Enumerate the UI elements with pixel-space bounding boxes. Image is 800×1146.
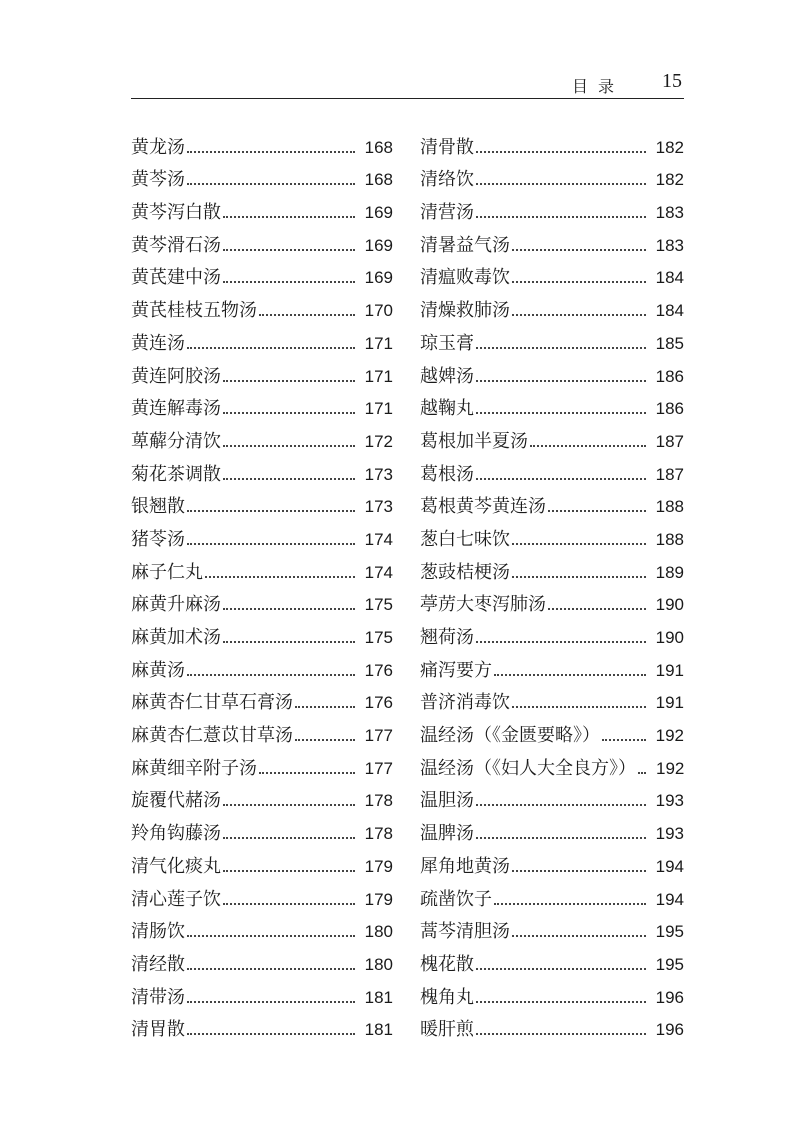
toc-entry[interactable] bbox=[420, 813, 684, 846]
dot-leader bbox=[476, 804, 646, 806]
toc-entry[interactable] bbox=[420, 323, 684, 356]
toc-entry[interactable] bbox=[420, 160, 684, 193]
toc-entry-page: 190 bbox=[655, 595, 684, 615]
toc-entry-page: 191 bbox=[655, 693, 684, 713]
dot-leader bbox=[205, 576, 355, 578]
toc-entry[interactable] bbox=[131, 683, 393, 716]
toc-entry-title: 翘荷汤 bbox=[420, 627, 474, 648]
toc-entry-page: 192 bbox=[655, 726, 684, 746]
toc-entry[interactable] bbox=[420, 879, 684, 912]
toc-entry-page: 190 bbox=[655, 628, 684, 647]
toc-entry-page: 187 bbox=[655, 431, 684, 451]
toc-entry-page: 188 bbox=[655, 529, 684, 549]
toc-entry-title: 菊花茶调散 bbox=[131, 463, 221, 485]
toc-entry-page: 194 bbox=[655, 856, 684, 876]
toc-entry[interactable] bbox=[131, 421, 393, 454]
toc-entry-page: 181 bbox=[364, 1020, 393, 1040]
toc-entry-title: 清肠饮 bbox=[131, 921, 185, 943]
toc-entry[interactable] bbox=[420, 748, 684, 781]
toc-entry[interactable] bbox=[420, 519, 684, 552]
toc-entry-page: 196 bbox=[655, 987, 684, 1007]
toc-entry-page: 184 bbox=[655, 268, 684, 288]
toc-entry-title: 普济消毒饮 bbox=[420, 692, 510, 714]
dot-leader bbox=[187, 1033, 355, 1035]
toc-entry-title: 葱豉桔梗汤 bbox=[420, 561, 510, 583]
toc-entry[interactable] bbox=[131, 192, 393, 225]
toc-entry-title: 麻黄汤 bbox=[131, 659, 185, 681]
toc-entry-title: 痛泻要方 bbox=[420, 659, 492, 681]
toc-entry[interactable] bbox=[420, 1010, 684, 1043]
toc-entry-page: 176 bbox=[364, 660, 393, 680]
dot-leader bbox=[494, 903, 646, 905]
dot-leader bbox=[187, 1001, 355, 1003]
dot-leader bbox=[512, 543, 646, 545]
toc-entry-title: 越鞠丸 bbox=[420, 398, 474, 420]
toc-entry-page: 178 bbox=[364, 791, 393, 811]
toc-entry[interactable] bbox=[131, 160, 393, 193]
toc-entry[interactable] bbox=[131, 1010, 393, 1043]
dot-leader bbox=[223, 641, 355, 643]
toc-entry-page: 172 bbox=[364, 431, 393, 451]
toc-entry-title: 猪苓汤 bbox=[131, 528, 185, 550]
toc-entry-title: 清气化痰丸 bbox=[131, 855, 221, 877]
toc-entry[interactable] bbox=[131, 585, 393, 618]
toc-entry-page: 189 bbox=[655, 562, 684, 582]
dot-leader bbox=[187, 510, 355, 512]
toc-entry-page: 195 bbox=[655, 922, 684, 942]
dot-leader bbox=[187, 543, 355, 545]
toc-entry-page: 180 bbox=[364, 922, 393, 942]
toc-entry[interactable] bbox=[131, 258, 393, 291]
toc-entry-title: 清瘟败毒饮 bbox=[420, 267, 510, 289]
toc-entry-page: 185 bbox=[655, 333, 684, 353]
toc-entry-title: 清络饮 bbox=[420, 169, 474, 191]
toc-entry[interactable] bbox=[131, 323, 393, 356]
toc-entry-title: 麻子仁丸 bbox=[131, 561, 203, 583]
toc-entry-page: 195 bbox=[655, 954, 684, 974]
toc-entry[interactable] bbox=[131, 290, 393, 323]
section-title: 目录 bbox=[571, 77, 624, 96]
toc-entry-page: 193 bbox=[655, 824, 684, 844]
toc-entry[interactable] bbox=[131, 813, 393, 846]
toc-entry[interactable] bbox=[420, 912, 684, 945]
toc-entry[interactable] bbox=[420, 225, 684, 258]
toc-entry[interactable] bbox=[420, 617, 684, 650]
toc-entry-title: 葛根汤 bbox=[420, 463, 474, 485]
dot-leader bbox=[187, 674, 355, 676]
dot-leader bbox=[223, 281, 355, 283]
toc-entry-title: 麻黄杏仁薏苡甘草汤 bbox=[131, 725, 293, 747]
toc-entry-page: 177 bbox=[364, 758, 393, 778]
toc-entry[interactable] bbox=[131, 944, 393, 977]
toc-entry-title: 麻黄细辛附子汤 bbox=[131, 757, 257, 779]
page-header bbox=[131, 64, 684, 99]
dot-leader bbox=[223, 380, 355, 382]
toc-entry[interactable] bbox=[420, 683, 684, 716]
toc-entry[interactable] bbox=[131, 650, 393, 683]
toc-entry[interactable] bbox=[131, 519, 393, 552]
toc-entry-title: 银翘散 bbox=[131, 496, 185, 518]
dot-leader bbox=[223, 903, 355, 905]
toc-right-column bbox=[420, 127, 684, 1042]
toc-entry-title: 槐角丸 bbox=[420, 986, 474, 1008]
dot-leader bbox=[476, 216, 646, 218]
toc-entry-title: 犀角地黄汤 bbox=[420, 855, 510, 877]
toc-entry[interactable] bbox=[420, 650, 684, 683]
toc-entry-page: 173 bbox=[364, 497, 393, 517]
toc-entry[interactable] bbox=[131, 454, 393, 487]
toc-entry-page: 179 bbox=[364, 889, 393, 909]
dot-leader bbox=[476, 412, 646, 414]
toc-entry[interactable] bbox=[131, 127, 393, 160]
dot-leader bbox=[476, 183, 646, 185]
toc-entry[interactable] bbox=[420, 487, 684, 520]
page-number: 15 bbox=[662, 70, 682, 92]
toc-entry-page: 181 bbox=[364, 987, 393, 1007]
dot-leader bbox=[512, 314, 646, 316]
toc-entry[interactable] bbox=[420, 389, 684, 422]
dot-leader bbox=[476, 641, 646, 643]
toc-entry-page: 179 bbox=[364, 856, 393, 876]
toc-entry[interactable] bbox=[420, 356, 684, 389]
toc-entry-page: 186 bbox=[655, 366, 684, 386]
dot-leader bbox=[187, 935, 355, 937]
dot-leader bbox=[512, 706, 646, 708]
toc-entry-page: 180 bbox=[364, 954, 393, 974]
toc-entry-page: 168 bbox=[364, 170, 393, 190]
toc-entry-title: 温胆汤 bbox=[420, 790, 474, 812]
dot-leader bbox=[476, 380, 646, 382]
toc-entry-page: 175 bbox=[364, 628, 393, 647]
toc-entry[interactable] bbox=[131, 748, 393, 781]
toc-entry-page: 194 bbox=[655, 889, 684, 909]
toc-entry-title: 清暑益气汤 bbox=[420, 234, 510, 256]
toc-entry-page: 169 bbox=[364, 203, 393, 223]
toc-entry-title: 疏凿饮子 bbox=[420, 888, 492, 910]
toc-entry[interactable] bbox=[131, 225, 393, 258]
toc-entry-page: 193 bbox=[655, 791, 684, 811]
toc-entry-title: 黄龙汤 bbox=[131, 136, 185, 158]
toc-entry[interactable] bbox=[420, 977, 684, 1010]
toc-entry-page: 173 bbox=[364, 464, 393, 484]
dot-leader bbox=[223, 804, 355, 806]
toc-entry-page: 196 bbox=[655, 1020, 684, 1040]
dot-leader bbox=[476, 1001, 646, 1003]
toc-entry-page: 178 bbox=[364, 824, 393, 844]
dot-leader bbox=[512, 249, 646, 251]
toc-entry[interactable] bbox=[131, 977, 393, 1010]
toc-entry-page: 169 bbox=[364, 235, 393, 255]
toc-entry-title: 温脾汤 bbox=[420, 823, 474, 845]
toc-entry-page: 188 bbox=[655, 497, 684, 517]
dot-leader bbox=[259, 772, 355, 774]
toc-entry-page: 177 bbox=[364, 726, 393, 746]
toc-entry-title: 葶苈大枣泻肺汤 bbox=[420, 594, 546, 616]
dot-leader bbox=[476, 968, 646, 970]
dot-leader bbox=[223, 249, 355, 251]
dot-leader bbox=[187, 183, 355, 185]
toc-entry-title: 槐花散 bbox=[420, 953, 474, 975]
toc-entry[interactable] bbox=[420, 290, 684, 323]
dot-leader bbox=[548, 608, 646, 610]
toc-left-column bbox=[131, 127, 393, 1042]
toc-entry[interactable] bbox=[420, 421, 684, 454]
toc-entry[interactable] bbox=[131, 912, 393, 945]
toc-entry-title: 麻黄杏仁甘草石膏汤 bbox=[131, 692, 293, 714]
toc-entry-title: 黄芩汤 bbox=[131, 169, 185, 191]
dot-leader bbox=[512, 935, 646, 937]
toc-entry-title: 黄连解毒汤 bbox=[131, 398, 221, 420]
toc-entry-page: 186 bbox=[655, 399, 684, 419]
toc-entry-page: 169 bbox=[364, 268, 393, 288]
dot-leader bbox=[638, 772, 646, 774]
dot-leader bbox=[187, 347, 355, 349]
toc-entry[interactable] bbox=[131, 356, 393, 389]
toc-entry-title: 葛根加半夏汤 bbox=[420, 430, 528, 452]
toc-entry-title: 温经汤（《金匮要略》） bbox=[420, 725, 600, 747]
toc-entry-title: 琼玉膏 bbox=[420, 332, 474, 354]
toc-entry-page: 184 bbox=[655, 301, 684, 321]
toc-entry[interactable] bbox=[131, 487, 393, 520]
toc-entry-title: 黄芩泻白散 bbox=[131, 202, 221, 224]
toc-entry-page: 171 bbox=[364, 366, 393, 386]
toc-entry-title: 蒿芩清胆汤 bbox=[420, 921, 510, 943]
toc-entry-title: 清心莲子饮 bbox=[131, 888, 221, 910]
toc-entry-page: 175 bbox=[364, 595, 393, 615]
toc-entry[interactable] bbox=[420, 454, 684, 487]
toc-entry[interactable] bbox=[131, 846, 393, 879]
toc-entry[interactable] bbox=[420, 127, 684, 160]
toc-entry-title: 麻黄加术汤 bbox=[131, 627, 221, 648]
toc-entry[interactable] bbox=[420, 846, 684, 879]
toc-entry-title: 黄芪桂枝五物汤 bbox=[131, 300, 257, 322]
dot-leader bbox=[223, 870, 355, 872]
toc-entry-page: 174 bbox=[364, 562, 393, 582]
toc-entry-page: 171 bbox=[364, 399, 393, 419]
toc-entry-title: 麻黄升麻汤 bbox=[131, 594, 221, 616]
dot-leader bbox=[476, 837, 646, 839]
dot-leader bbox=[295, 706, 355, 708]
toc-entry-title: 黄芪建中汤 bbox=[131, 267, 221, 289]
toc-entry-page: 187 bbox=[655, 464, 684, 484]
toc-entry-page: 183 bbox=[655, 203, 684, 223]
dot-leader bbox=[512, 870, 646, 872]
dot-leader bbox=[187, 151, 355, 153]
toc-entry-title: 清带汤 bbox=[131, 986, 185, 1008]
dot-leader bbox=[295, 739, 355, 741]
toc-entry-page: 192 bbox=[656, 758, 685, 778]
dot-leader bbox=[512, 576, 646, 578]
toc-entry-title: 葛根黄芩黄连汤 bbox=[420, 496, 546, 518]
toc-entry-title: 黄连阿胶汤 bbox=[131, 365, 221, 387]
toc-entry[interactable] bbox=[131, 617, 393, 650]
dot-leader bbox=[223, 216, 355, 218]
toc-entry[interactable] bbox=[420, 192, 684, 225]
toc-entry-title: 清骨散 bbox=[420, 136, 474, 158]
toc-entry[interactable] bbox=[131, 879, 393, 912]
dot-leader bbox=[259, 314, 355, 316]
toc-entry-title: 暖肝煎 bbox=[420, 1019, 474, 1041]
toc-entry-page: 183 bbox=[655, 235, 684, 255]
dot-leader bbox=[476, 478, 646, 480]
toc-entry-page: 168 bbox=[364, 137, 393, 157]
dot-leader bbox=[476, 347, 646, 349]
dot-leader bbox=[223, 837, 355, 839]
toc-entry-title: 萆薢分清饮 bbox=[131, 430, 221, 452]
toc-entry-title: 清燥救肺汤 bbox=[420, 300, 510, 322]
toc-entry[interactable] bbox=[131, 389, 393, 422]
dot-leader bbox=[223, 608, 355, 610]
dot-leader bbox=[223, 412, 355, 414]
dot-leader bbox=[548, 510, 646, 512]
toc-entry[interactable] bbox=[420, 944, 684, 977]
toc-entry-title: 清经散 bbox=[131, 953, 185, 975]
toc-entry-title: 黄连汤 bbox=[131, 332, 185, 354]
toc-entry-page: 174 bbox=[364, 529, 393, 549]
toc-entry-page: 182 bbox=[655, 170, 684, 190]
dot-leader bbox=[476, 151, 646, 153]
toc-entry[interactable] bbox=[131, 781, 393, 814]
toc-entry[interactable] bbox=[420, 781, 684, 814]
toc-entry-page: 171 bbox=[364, 333, 393, 353]
toc-entry[interactable] bbox=[131, 552, 393, 585]
dot-leader bbox=[187, 968, 355, 970]
toc-entry-page: 182 bbox=[655, 137, 684, 157]
toc-entry-title: 清胃散 bbox=[131, 1019, 185, 1041]
toc-entry-page: 176 bbox=[364, 693, 393, 713]
toc-entry-title: 清营汤 bbox=[420, 202, 474, 224]
toc-entry[interactable] bbox=[420, 715, 684, 748]
dot-leader bbox=[494, 674, 646, 676]
toc-entry-title: 旋覆代赭汤 bbox=[131, 790, 221, 812]
toc-entry-title: 葱白七味饮 bbox=[420, 528, 510, 550]
toc-entry[interactable] bbox=[420, 585, 684, 618]
toc-entry[interactable] bbox=[420, 258, 684, 291]
toc-entry-title: 温经汤（《妇人大全良方》） bbox=[420, 757, 636, 779]
toc-entry-title: 越婢汤 bbox=[420, 365, 474, 387]
dot-leader bbox=[223, 478, 355, 480]
toc-entry-page: 191 bbox=[655, 660, 684, 680]
dot-leader bbox=[223, 445, 355, 447]
dot-leader bbox=[476, 1033, 646, 1035]
dot-leader bbox=[530, 445, 646, 447]
toc-entry[interactable] bbox=[131, 715, 393, 748]
dot-leader bbox=[512, 281, 646, 283]
toc-entry-title: 羚角钩藤汤 bbox=[131, 823, 221, 845]
dot-leader bbox=[602, 739, 646, 741]
toc-entry-title: 黄芩滑石汤 bbox=[131, 234, 221, 256]
toc-entry-page: 170 bbox=[364, 301, 393, 321]
toc-entry[interactable] bbox=[420, 552, 684, 585]
